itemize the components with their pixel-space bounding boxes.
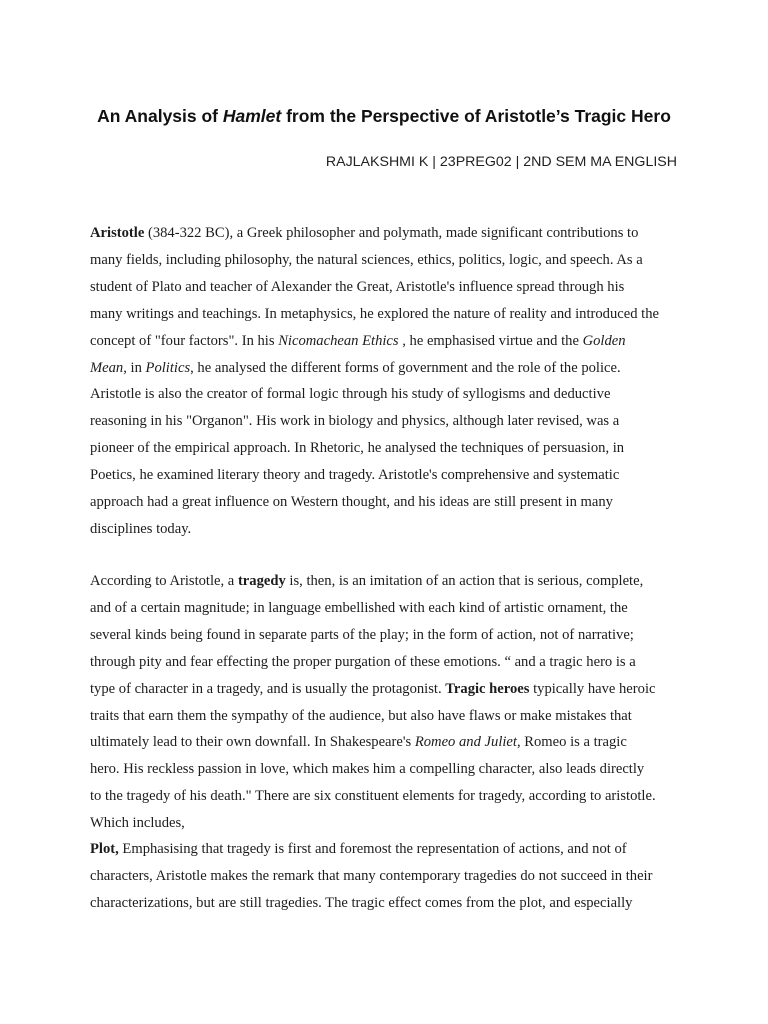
title-post: from the Perspective of Aristotle’s Tragic Hero: [281, 106, 671, 126]
text-line: approach had a great influence on Western thought, and his ideas are still present in many: [90, 494, 613, 511]
text-run: (384-322 BC), a Greek philosopher and polymath, made significant contributions to: [144, 225, 639, 241]
bold-term: Tragic heroes: [445, 680, 530, 697]
text-run: typically have heroic: [529, 680, 656, 697]
text-run: ultimately lead to their own downfall. In Shakespeare's: [90, 734, 415, 751]
text-line: characters, Aristotle makes the remark that many contemporary tragedies do not succeed in their: [90, 867, 653, 884]
text-line: [90, 568, 680, 595]
text-line: hero. His reckless passion in love, which makes him a compelling character, also leads directly: [90, 761, 645, 778]
italic-term: Romeo and Juliet: [414, 734, 517, 751]
paragraph-aristotle-intro: [90, 220, 680, 543]
text-run: is, then, is an imitation of an action that is serious, complete,: [285, 573, 644, 589]
italic-term: Nicomachean Ethics: [278, 332, 399, 349]
paragraph-tragedy-definition: [90, 568, 680, 837]
italic-term: Golden: [582, 332, 626, 349]
text-run: , in: [123, 359, 146, 376]
text-run: , Romeo is a tragic: [516, 734, 627, 751]
paragraph-plot: [90, 836, 680, 917]
text-line: student of Plato and teacher of Alexander the Great, Aristotle's influence spread through his: [90, 278, 625, 295]
text-line: [90, 676, 680, 703]
bold-term: Aristotle: [90, 225, 145, 241]
text-line: and of a certain magnitude; in language embellished with each kind of artistic ornament, the: [90, 599, 628, 616]
title-italic-hamlet: Hamlet: [222, 106, 282, 126]
text-line: [90, 220, 680, 247]
text-line: disciplines today.: [90, 520, 192, 537]
text-run: concept of "four factors". In his: [90, 332, 279, 349]
text-line: traits that earn them the sympathy of the audience, but also have flaws or make mistakes that: [90, 707, 632, 724]
text-run: , he analysed the different forms of government and the role of the police.: [190, 359, 621, 376]
text-line: several kinds being found in separate parts of the play; in the form of action, not of narrative;: [90, 626, 634, 643]
italic-term: Politics: [145, 359, 191, 376]
text-line: reasoning in his "Organon". His work in biology and physics, although later revised, was a: [90, 413, 620, 430]
text-line: [90, 355, 680, 382]
bold-term: tragedy: [237, 573, 286, 589]
text-run: Emphasising that tragedy is first and foremost the representation of actions, and not of: [118, 841, 627, 857]
text-line: [90, 328, 680, 355]
text-line: [90, 729, 680, 756]
text-run: type of character in a tragedy, and is usually the protagonist.: [90, 680, 446, 697]
author-byline: RAJLAKSHMI K | 23PREG02 | 2ND SEM MA ENGLISH: [325, 154, 677, 170]
text-line: many writings and teachings. In metaphysics, he explored the nature of reality and introduced the: [90, 305, 659, 322]
text-line: many fields, including philosophy, the natural sciences, ethics, politics, logic, and speech. As a: [90, 251, 643, 268]
text-line: Poetics, he examined literary theory and tragedy. Aristotle's comprehensive and systematic: [90, 467, 620, 484]
text-line: [90, 836, 680, 863]
italic-term: Mean: [90, 359, 124, 376]
text-line: characterizations, but are still tragedies. The tragic effect comes from the plot, and especially: [90, 894, 633, 911]
text-run: , he emphasised virtue and the: [398, 332, 583, 349]
text-line: to the tragedy of his death." There are six constituent elements for tragedy, according to aristotle.: [90, 788, 656, 805]
text-line: Which includes,: [90, 815, 185, 832]
text-line: pioneer of the empirical approach. In Rhetoric, he analysed the techniques of persuasion, in: [90, 440, 625, 457]
text-run: According to Aristotle, a: [90, 573, 238, 589]
title-pre: An Analysis of: [97, 106, 223, 126]
text-line: through pity and fear effecting the proper purgation of these emotions. “ and a tragic hero is a: [90, 653, 636, 670]
text-line: Aristotle is also the creator of formal logic through his study of syllogisms and deductive: [90, 386, 611, 403]
document-title: [0, 106, 768, 127]
bold-term: Plot,: [90, 841, 119, 857]
